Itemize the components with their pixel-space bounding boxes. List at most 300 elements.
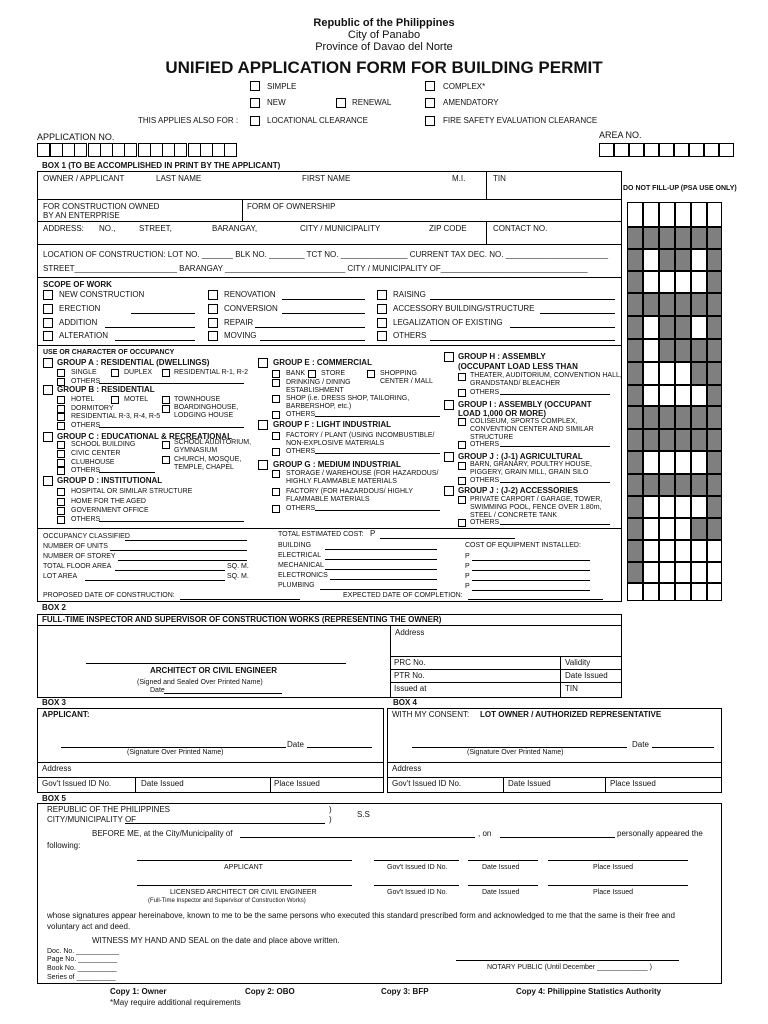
psa-cell — [659, 583, 675, 601]
psa-cell — [691, 385, 707, 406]
scope-label: ALTERATION — [59, 331, 109, 340]
copy1-label: Copy 1: Owner — [110, 987, 167, 996]
psa-cell — [691, 583, 707, 601]
equipment-peso: P — [465, 553, 470, 560]
clubhouse-label: CLUBHOUSE — [71, 459, 115, 466]
group-d-others-label: OTHERS — [71, 516, 101, 523]
box3-address-label: Address — [42, 764, 72, 773]
barn-label-2: PIGGERY, GRAIN MILL, GRAIN SILO — [470, 469, 589, 476]
group-d-checkbox[interactable] — [43, 476, 53, 486]
psa-cell — [691, 562, 707, 583]
townhouse-checkbox[interactable] — [162, 396, 170, 404]
psa-cell — [627, 316, 643, 339]
occupancy-title: USE OR CHARACTER OF OCCUPANCY — [43, 349, 175, 356]
group-j1-checkbox[interactable] — [444, 452, 454, 462]
box3-date-label: Date — [287, 740, 304, 749]
group-f-checkbox[interactable] — [258, 420, 268, 430]
lot-area-label: LOT AREA — [43, 573, 78, 580]
lot-area-unit: SQ. M. — [227, 573, 249, 580]
psa-cell — [675, 227, 691, 249]
paren-1: ) — [329, 805, 332, 814]
psa-cell — [691, 202, 707, 227]
psa-cell — [627, 496, 643, 518]
area-no-digit[interactable] — [614, 143, 629, 157]
group-h-label-2: (OCCUPANT LOAD LESS THAN — [458, 362, 578, 371]
boarding-checkbox[interactable] — [162, 405, 170, 413]
scope-label: NEW CONSTRUCTION — [59, 290, 145, 299]
psa-cell — [659, 227, 675, 249]
scope-line — [430, 299, 615, 300]
group-g-others-checkbox[interactable] — [272, 505, 280, 513]
new-checkbox[interactable] — [250, 98, 260, 108]
amendatory-label: AMENDATORY — [443, 98, 499, 107]
psa-cell — [643, 474, 659, 496]
group-a-others-label: OTHERS — [71, 378, 101, 385]
equipment-cost-label: COST OF EQUIPMENT INSTALLED: — [465, 542, 581, 549]
scope-line — [282, 299, 365, 300]
factory-f-label: FACTORY / PLANT (USING INCOMBUSTIBLE/ — [286, 432, 435, 439]
group-c-checkbox[interactable] — [43, 432, 53, 442]
group-j2-others-checkbox[interactable] — [458, 519, 466, 527]
psa-note: DO NOT FILL-UP (PSA USE ONLY) — [623, 185, 737, 192]
group-e-checkbox[interactable] — [258, 358, 268, 368]
electrical-cost-label: ELECTRICAL — [278, 552, 322, 559]
group-i-checkbox[interactable] — [444, 400, 454, 410]
group-c-label: GROUP C : EDUCATIONAL & RECREATIONAL — [57, 432, 232, 441]
mechanical-cost-label: MECHANICAL — [278, 562, 324, 569]
coliseum-checkbox[interactable] — [458, 418, 466, 426]
street-line[interactable]: STREET_______________________ BARANGAY ___________________________ CITY / MUNICIPALITY OF_________________________________ — [43, 264, 588, 273]
mi-label: M.I. — [452, 174, 466, 183]
last-name-label: LAST NAME — [156, 174, 202, 183]
box4-date-issued-label: Date Issued — [508, 779, 551, 788]
scope-line — [255, 327, 365, 328]
copy4-label: Copy 4: Philippine Statistics Authority — [516, 987, 662, 996]
scope-label: ERECTION — [59, 304, 101, 313]
area-no-digit[interactable] — [719, 143, 734, 157]
factory-f-checkbox[interactable] — [272, 432, 280, 440]
psa-cell — [659, 518, 675, 540]
on-label: , on — [478, 829, 492, 838]
psa-cell — [707, 496, 722, 518]
psa-cell — [643, 316, 659, 339]
church-checkbox[interactable] — [162, 456, 170, 464]
motel-checkbox[interactable] — [111, 396, 119, 404]
psa-cell — [627, 518, 643, 540]
psa-cell — [627, 271, 643, 293]
psa-cell — [691, 429, 707, 451]
prc-label: PRC No. — [394, 658, 426, 667]
storage-label-2: HIGHLY FLAMMABLE MATERIALS — [286, 478, 397, 485]
copy2-label: Copy 2: OBO — [245, 987, 295, 996]
single-label: SINGLE — [71, 369, 97, 376]
group-j1-label: GROUP J : (J-1) AGRICULTURAL — [458, 452, 583, 461]
psa-cell — [659, 271, 675, 293]
coliseum-label-3: STRUCTURE — [470, 434, 514, 441]
psa-cell — [675, 406, 691, 429]
carport-checkbox[interactable] — [458, 496, 466, 504]
home-aged-label: HOME FOR THE AGED — [71, 498, 146, 505]
renewal-label: RENEWAL — [352, 98, 392, 107]
total-cost-peso: P — [370, 529, 376, 538]
group-e-others-checkbox[interactable] — [272, 411, 280, 419]
tin-label: TIN — [493, 174, 506, 183]
scope-checkbox[interactable] — [208, 304, 218, 314]
psa-cell — [643, 385, 659, 406]
scope-label: RAISING — [393, 290, 426, 299]
ss-label: S.S — [357, 810, 370, 819]
group-b-checkbox[interactable] — [43, 385, 53, 395]
single-checkbox[interactable] — [57, 369, 65, 377]
residential-r3-checkbox[interactable] — [57, 413, 65, 421]
coliseum-label-2: CONVENTION CENTER AND SIMILAR — [470, 426, 594, 433]
psa-cell — [707, 518, 722, 540]
psa-cell — [675, 271, 691, 293]
psa-cell — [659, 451, 675, 474]
equipment-line[interactable] — [472, 570, 590, 571]
carport-label: PRIVATE CARPORT / GARAGE, TOWER, — [470, 496, 603, 503]
psa-cell — [707, 583, 722, 601]
group-h-label: GROUP H : ASSEMBLY — [458, 352, 546, 361]
scope-label: ACCESSORY BUILDING/STRUCTURE — [393, 304, 535, 313]
area-no-digit[interactable] — [674, 143, 689, 157]
units-label: NUMBER OF UNITS — [43, 543, 108, 550]
psa-cell — [707, 293, 722, 316]
school-building-checkbox[interactable] — [57, 441, 65, 449]
psa-cell — [707, 429, 722, 451]
address-no-label: NO., — [99, 224, 116, 233]
psa-cell — [659, 562, 675, 583]
residential-r1-checkbox[interactable] — [162, 369, 170, 377]
application-no-digit[interactable] — [37, 143, 50, 157]
fire-safety-checkbox[interactable] — [425, 116, 435, 126]
psa-cell — [691, 406, 707, 429]
group-c-others-checkbox[interactable] — [57, 467, 65, 475]
equipment-line[interactable] — [472, 580, 590, 581]
contact-no-label: CONTACT NO. — [493, 224, 548, 233]
equipment-line[interactable] — [472, 560, 590, 561]
group-i-label-2: LOAD 1,000 OR MORE) — [458, 409, 547, 418]
applicant-label: APPLICANT: — [42, 710, 90, 719]
header-province: Province of Davao del Norte — [315, 41, 453, 53]
psa-cell — [707, 385, 722, 406]
psa-cell — [691, 451, 707, 474]
psa-cell — [691, 249, 707, 271]
witness-text: WITNESS MY HAND AND SEAL on the date and place above written. — [92, 936, 340, 945]
series-label: Series of __________ — [47, 974, 116, 981]
psa-cell — [675, 293, 691, 316]
psa-cell — [643, 562, 659, 583]
application-no-digit[interactable] — [74, 143, 87, 157]
scope-checkbox[interactable] — [43, 318, 53, 328]
church-label: CHURCH, MOSQUE, — [174, 456, 242, 463]
group-j1-others-label: OTHERS — [470, 477, 500, 484]
group-i-label: GROUP I : ASSEMBLY (OCCUPANT — [458, 400, 592, 409]
home-aged-checkbox[interactable] — [57, 498, 65, 506]
psa-cell — [675, 562, 691, 583]
scope-label: LEGALIZATION OF EXISTING — [393, 318, 503, 327]
ptr-label: PTR No. — [394, 671, 425, 680]
establishment-label: ESTABLISHMENT — [286, 387, 344, 394]
factory-g-label-2: FLAMMABLE MATERIALS — [286, 496, 370, 503]
area-no-digit[interactable] — [659, 143, 674, 157]
clubhouse-checkbox[interactable] — [57, 459, 65, 467]
scope-checkbox[interactable] — [377, 290, 387, 300]
school-building-label: SCHOOL BUILDING — [71, 441, 136, 448]
psa-cell — [659, 540, 675, 562]
psa-cell — [627, 385, 643, 406]
psa-cell — [643, 339, 659, 362]
renewal-checkbox[interactable] — [336, 98, 346, 108]
fire-safety-label: FIRE SAFETY EVALUATION CLEARANCE — [443, 116, 598, 125]
group-j2-label: GROUP J : (J-2) ACCESSORIES — [458, 486, 579, 495]
shop-label: SHOP (i.e. DRESS SHOP, TAILORING, — [286, 395, 410, 402]
psa-cell — [643, 496, 659, 518]
psa-cell — [627, 474, 643, 496]
box3-date-issued-label: Date Issued — [141, 779, 184, 788]
shopping-checkbox[interactable] — [367, 370, 375, 378]
box3-label: BOX 3 — [42, 698, 67, 707]
electronics-cost-label: ELECTRONICS — [278, 572, 328, 579]
page-no-label: Page No. __________ — [47, 956, 118, 963]
scope-line — [282, 313, 365, 314]
group-g-checkbox[interactable] — [258, 460, 268, 470]
book-no-label: Book No. __________ — [47, 965, 117, 972]
application-no-digit[interactable] — [124, 143, 137, 157]
notary-applicant-label: APPLICANT — [224, 864, 263, 871]
store-label: STORE — [321, 370, 345, 377]
psa-cell — [627, 406, 643, 429]
copy3-label: Copy 3: BFP — [381, 987, 429, 996]
psa-cell — [691, 496, 707, 518]
group-i-others-checkbox[interactable] — [458, 441, 466, 449]
floor-area-unit: SQ. M. — [227, 563, 249, 570]
scope-label: REPAIR — [224, 318, 254, 327]
scope-checkbox[interactable] — [208, 290, 218, 300]
lot-owner-label: LOT OWNER / AUTHORIZED REPRESENTATIVE — [480, 710, 662, 719]
box3-govt-id-label: Gov't Issued ID No. — [42, 779, 112, 788]
school-auditorium-label: SCHOOL AUDITORIUM, — [174, 439, 252, 446]
floor-area-label: TOTAL FLOOR AREA — [43, 563, 112, 570]
theater-label: THEATER, AUDITORIUM, CONVENTION HALL, — [470, 372, 622, 379]
group-a-label: GROUP A : RESIDENTIAL (DWELLINGS) — [57, 358, 210, 367]
carport-label-2: SWIMMING POOL, FENCE OVER 1.80m, — [470, 504, 602, 511]
psa-cell — [659, 406, 675, 429]
locational-clearance-checkbox[interactable] — [250, 116, 260, 126]
by-enterprise-label: BY AN ENTERPRISE — [43, 211, 120, 220]
psa-cell — [643, 271, 659, 293]
group-b-others-checkbox[interactable] — [57, 422, 65, 430]
psa-cell — [691, 474, 707, 496]
simple-checkbox[interactable] — [250, 81, 260, 91]
psa-cell — [675, 339, 691, 362]
area-no-digit[interactable] — [644, 143, 659, 157]
box3-place-issued-label: Place Issued — [274, 779, 320, 788]
theater-label-2: GRANDSTAND/ BLEACHER — [470, 380, 561, 387]
drinking-checkbox[interactable] — [272, 379, 280, 387]
address-city-label: CITY / MUNICIPALITY — [300, 224, 381, 233]
box5-label: BOX 5 — [42, 794, 67, 803]
equipment-peso: P — [465, 583, 470, 590]
bank-checkbox[interactable] — [272, 370, 280, 378]
notary-engineer-govt-id: Gov't Issued ID No. — [387, 889, 448, 896]
area-no-digit[interactable] — [629, 143, 644, 157]
with-consent-label: WITH MY CONSENT: — [392, 710, 470, 719]
group-h-checkbox[interactable] — [444, 352, 454, 362]
psa-cell — [707, 271, 722, 293]
group-g-others-label: OTHERS — [286, 505, 316, 512]
psa-cell — [643, 406, 659, 429]
psa-cell — [691, 316, 707, 339]
group-j2-checkbox[interactable] — [444, 486, 454, 496]
scope-line — [115, 340, 195, 341]
location-line[interactable]: LOCATION OF CONSTRUCTION: LOT NO. _______ BLK NO. ________ TCT NO. _______________ CURRENT TAX DEC. NO. _______________________ — [43, 250, 609, 259]
locational-clearance-label: LOCATIONAL CLEARANCE — [267, 116, 368, 125]
psa-cell — [643, 227, 659, 249]
civic-center-checkbox[interactable] — [57, 450, 65, 458]
group-i-others-label: OTHERS — [470, 441, 500, 448]
scope-checkbox[interactable] — [377, 318, 387, 328]
first-name-label: FIRST NAME — [302, 174, 351, 183]
group-j1-others-checkbox[interactable] — [458, 477, 466, 485]
hospital-checkbox[interactable] — [57, 488, 65, 496]
notary-public-label: NOTARY PUBLIC (Until December _____________ ) — [487, 964, 652, 971]
scope-checkbox[interactable] — [43, 290, 53, 300]
storage-checkbox[interactable] — [272, 470, 280, 478]
group-b-label: GROUP B : RESIDENTIAL — [57, 385, 155, 394]
barn-checkbox[interactable] — [458, 462, 466, 470]
motel-label: MOTEL — [124, 396, 149, 403]
group-c-others-label: OTHERS — [71, 467, 101, 474]
psa-cell — [691, 339, 707, 362]
complex-checkbox[interactable] — [425, 81, 435, 91]
psa-cell — [627, 339, 643, 362]
header-republic: Republic of the Philippines — [313, 17, 455, 29]
drinking-label: DRINKING / DINING — [286, 379, 351, 386]
theater-checkbox[interactable] — [458, 373, 466, 381]
psa-cell — [691, 271, 707, 293]
shop-checkbox[interactable] — [272, 395, 280, 403]
duplex-checkbox[interactable] — [111, 369, 119, 377]
scope-checkbox[interactable] — [208, 318, 218, 328]
box2-date-issued-label: Date Issued — [565, 671, 608, 680]
scope-checkbox[interactable] — [208, 331, 218, 341]
fulltime-inspector-label: (Full-Time Inspector and Supervisor of Construction Works) — [148, 898, 306, 904]
group-g-label: GROUP G : MEDIUM INDUSTRIAL — [273, 460, 401, 469]
area-no-digit[interactable] — [599, 143, 614, 157]
psa-cell — [675, 249, 691, 271]
coliseum-label: COLISEUM, SPORTS COMPLEX, — [470, 418, 578, 425]
psa-cell — [691, 540, 707, 562]
scope-checkbox[interactable] — [43, 304, 53, 314]
construction-owned-label: FOR CONSTRUCTION OWNED — [43, 202, 160, 211]
group-d-label: GROUP D : INSTITUTIONAL — [57, 476, 163, 485]
factory-g-label: FACTORY (FOR HAZARDOUS/ HIGHLY — [286, 488, 414, 495]
simple-label: SIMPLE — [267, 82, 297, 91]
storage-label: STORAGE / WAREHOUSE (FOR HAZARDOUS/ — [286, 470, 439, 477]
notary-applicant-date-issued: Date Issued — [482, 864, 520, 871]
gov-office-label: GOVERNMENT OFFICE — [71, 507, 149, 514]
psa-cell — [659, 362, 675, 385]
temple-label: TEMPLE, CHAPEL — [174, 464, 234, 471]
group-f-others-checkbox[interactable] — [272, 448, 280, 456]
lodging-label: LODGING HOUSE — [174, 412, 234, 419]
scope-label: MOVING — [224, 331, 257, 340]
psa-cell — [627, 562, 643, 583]
psa-cell — [675, 583, 691, 601]
hotel-checkbox[interactable] — [57, 396, 65, 404]
psa-cell — [627, 227, 643, 249]
psa-cell — [659, 293, 675, 316]
psa-cell — [659, 249, 675, 271]
psa-cell — [643, 429, 659, 451]
notary-applicant-govt-id: Gov't Issued ID No. — [387, 864, 448, 871]
equipment-line[interactable] — [472, 590, 590, 591]
scope-checkbox[interactable] — [43, 331, 53, 341]
psa-cell — [707, 451, 722, 474]
group-b-others-label: OTHERS — [71, 422, 101, 429]
republic-label: REPUBLIC OF THE PHILIPPINES — [47, 805, 170, 814]
shopping-label: SHOPPING — [380, 370, 417, 377]
box3-signature-label: (Signature Over Printed Name) — [127, 749, 224, 756]
box4-address-label: Address — [392, 764, 422, 773]
appeared-label: personally appeared the — [617, 829, 703, 838]
application-no-digit[interactable] — [224, 143, 237, 157]
group-h-others-checkbox[interactable] — [458, 389, 466, 397]
area-no-digit[interactable] — [704, 143, 719, 157]
store-checkbox[interactable] — [308, 370, 316, 378]
address-barangay-label: BARANGAY, — [212, 224, 258, 233]
factory-g-checkbox[interactable] — [272, 488, 280, 496]
application-no-digit[interactable] — [174, 143, 187, 157]
psa-cell — [627, 202, 643, 227]
scope-checkbox[interactable] — [377, 304, 387, 314]
carport-label-3: STEEL / CONCRETE TANK — [470, 512, 557, 519]
psa-cell — [707, 406, 722, 429]
amendatory-checkbox[interactable] — [425, 98, 435, 108]
licensed-architect-label: LICENSED ARCHITECT OR CIVIL ENGINEER — [170, 889, 317, 896]
scope-line — [540, 313, 615, 314]
school-auditorium-checkbox[interactable] — [162, 441, 170, 449]
group-a-checkbox[interactable] — [43, 358, 53, 368]
psa-cell — [643, 451, 659, 474]
psa-cell — [675, 362, 691, 385]
hotel-label: HOTEL — [71, 396, 95, 403]
notary-engineer-date-issued: Date Issued — [482, 889, 520, 896]
townhouse-label: TOWNHOUSE — [174, 396, 221, 403]
psa-cell — [675, 540, 691, 562]
psa-cell — [707, 562, 722, 583]
area-no-digit[interactable] — [689, 143, 704, 157]
residential-r1-label: RESIDENTIAL R-1, R-2 — [174, 369, 249, 376]
group-f-label: GROUP F : LIGHT INDUSTRIAL — [273, 420, 392, 429]
scope-checkbox[interactable] — [377, 331, 387, 341]
psa-cell — [627, 583, 643, 601]
psa-cell — [691, 518, 707, 540]
gov-office-checkbox[interactable] — [57, 507, 65, 515]
box4-govt-id-label: Gov't Issued ID No. — [392, 779, 462, 788]
city-municipality-label: CITY/MUNICIPALITY OF — [47, 815, 137, 824]
area-no-label: AREA NO. — [599, 130, 642, 140]
dormitory-checkbox[interactable] — [57, 405, 65, 413]
psa-cell — [675, 451, 691, 474]
notary-applicant-place-issued: Place Issued — [593, 864, 634, 871]
psa-cell — [691, 362, 707, 385]
scope-label: RENOVATION — [224, 290, 276, 299]
group-d-others-checkbox[interactable] — [57, 516, 65, 524]
center-mall-label: CENTER / MALL — [380, 378, 433, 385]
scope-line — [430, 340, 615, 341]
